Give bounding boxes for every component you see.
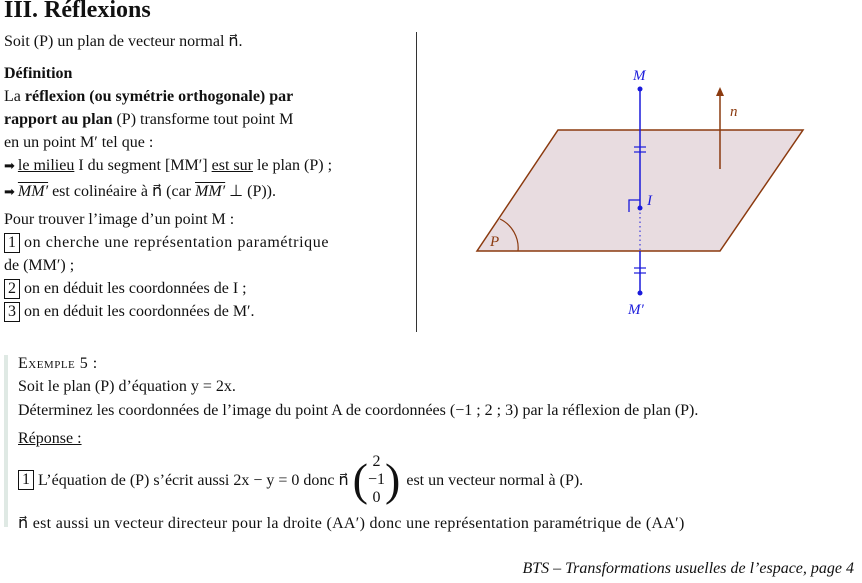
point-I bbox=[638, 206, 643, 211]
vector-x: 2 bbox=[372, 453, 381, 470]
example-side-bar bbox=[4, 355, 8, 527]
example-line1: Soit le plan (P) d’équation y = 2x. bbox=[18, 378, 236, 395]
label-n: n⃗ bbox=[730, 104, 750, 120]
bullet1-b: I du segment [MM′] bbox=[78, 157, 208, 174]
label-M: M bbox=[633, 68, 646, 84]
bullet2-vector2: MM′ bbox=[195, 183, 226, 200]
bullet1-underlined-c: est sur bbox=[211, 157, 253, 174]
step-text: on cherche une représentation paramétrique bbox=[24, 234, 330, 251]
method-step-2 bbox=[4, 277, 247, 300]
label-I: I bbox=[647, 193, 652, 209]
step-text: on en déduit les coordonnées de I ; bbox=[24, 280, 247, 297]
definition-bullet2 bbox=[4, 180, 276, 203]
step-number-box: 1 bbox=[18, 470, 34, 490]
point-M bbox=[638, 87, 643, 92]
definition-line3: en un point M′ tel que : bbox=[4, 134, 154, 151]
example-line2: Déterminez les coordonnées de l’image du point A de coordonnées (−1 ; 2 ; 3) par la réflexion de plan (P). bbox=[18, 402, 699, 419]
method-step-1-cont: de (MM′) ; bbox=[4, 257, 75, 274]
definition-line2 bbox=[4, 108, 404, 131]
method-intro: Pour trouver l’image d’un point M : bbox=[4, 211, 235, 228]
arrow-bullet-icon: ➡ bbox=[4, 184, 15, 199]
bullet2-vector: MM′ bbox=[17, 183, 49, 200]
label-M-prime: M′ bbox=[628, 302, 644, 318]
bullet1-underlined-a: le milieu bbox=[17, 157, 75, 174]
step-number-box: 3 bbox=[4, 302, 20, 322]
intro-text: Soit (P) un plan de vecteur normal n⃗. bbox=[4, 33, 243, 50]
example-title: Exemple 5 : bbox=[18, 355, 98, 372]
definition-label: Définition bbox=[4, 65, 73, 82]
section-heading: III. Réflexions bbox=[4, 0, 151, 23]
definition-line2-plain: (P) transforme tout point M bbox=[116, 111, 294, 128]
answer-step-1: 1 L’équation de (P) s’écrit aussi 2x − y = 0 donc n⃗ ( 2 −1 0 ) est un vecteur normal à (P). bbox=[18, 445, 583, 515]
answer-label: Réponse : bbox=[18, 430, 82, 447]
definition-line1-plain: La bbox=[4, 88, 21, 105]
reflection-figure bbox=[420, 60, 850, 330]
bullet2-b: ⊥ (P)). bbox=[229, 183, 276, 200]
arrow-bullet-icon: ➡ bbox=[4, 158, 15, 173]
step-text: on en déduit les coordonnées de M′. bbox=[24, 303, 255, 320]
plane-label: P bbox=[490, 234, 500, 250]
definition-line1 bbox=[4, 85, 404, 108]
vector-z: 0 bbox=[372, 489, 381, 506]
example-last-line: n⃗ est aussi un vecteur directeur pour la droite (AA′) donc une représentation paramétrique de (AA′) bbox=[18, 515, 685, 532]
definition-bullet1 bbox=[4, 154, 332, 177]
bullet2-a: est colinéaire à n⃗ (car bbox=[52, 183, 192, 200]
step-number-box: 1 bbox=[4, 233, 20, 253]
definition-line2-bold: rapport au plan bbox=[4, 111, 113, 128]
answer-step-text-b: est un vecteur normal à (P). bbox=[406, 471, 584, 489]
column-divider bbox=[416, 32, 417, 332]
method-step-1 bbox=[4, 231, 329, 254]
method-step-3 bbox=[4, 300, 255, 323]
definition-line1-bold: réflexion (ou symétrie orthogonale) par bbox=[24, 88, 294, 105]
answer-step-text-a: L’équation de (P) s’écrit aussi 2x − y = 0 donc n⃗ bbox=[38, 471, 349, 489]
step-number-box: 2 bbox=[4, 279, 20, 299]
page-footer: BTS – Transformations usuelles de l’espace, page 4 bbox=[522, 560, 854, 577]
vector-y: −1 bbox=[367, 471, 386, 488]
point-M-prime bbox=[638, 291, 643, 296]
bullet1-d: le plan (P) ; bbox=[256, 157, 333, 174]
normal-vector-matrix bbox=[368, 453, 385, 507]
